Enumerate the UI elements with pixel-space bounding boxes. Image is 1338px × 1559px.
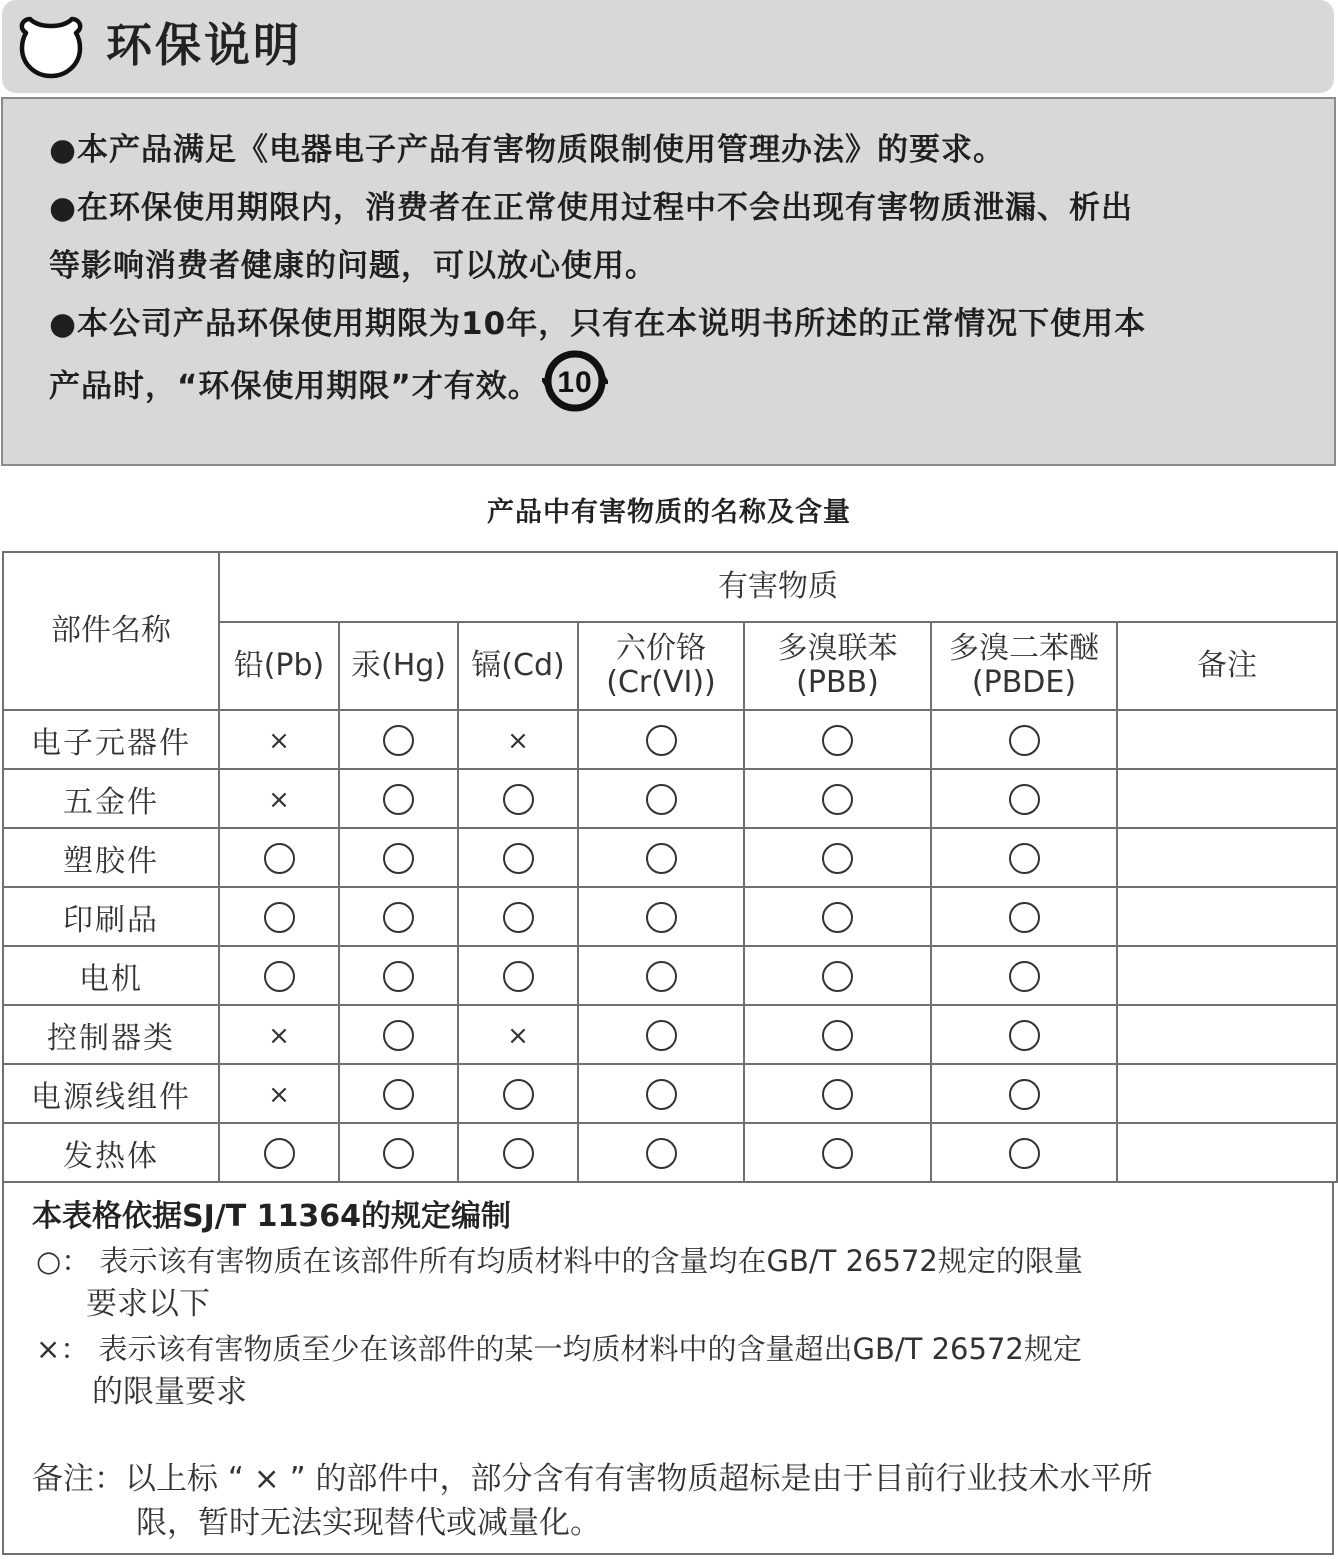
mark-cell: [339, 710, 458, 769]
circle-mark-icon: [264, 1138, 295, 1169]
circle-mark-icon: [822, 725, 853, 756]
mark-cell: [744, 1005, 931, 1064]
footnote-box: [2, 1183, 1334, 1555]
part-name-cell: 控制器类: [3, 1005, 219, 1064]
col-header-pbde-name: 多溴二苯醚: [949, 631, 1099, 666]
notice-line: [49, 362, 608, 414]
circle-mark-icon: [264, 961, 295, 992]
table-row: [3, 1064, 1337, 1123]
table-body: [3, 710, 1337, 1182]
col-header-pbb: [744, 622, 931, 710]
circle-mark-icon: [1009, 1079, 1040, 1110]
cross-legend: ×： 表示该有害物质至少在该部件的某一均质材料中的含量超出GB/T 26572规定: [36, 1332, 1082, 1366]
remark-cell: [1117, 769, 1337, 828]
circle-mark-icon: [646, 902, 677, 933]
circle-mark-icon: [646, 843, 677, 874]
circle-mark-icon: [383, 1020, 414, 1051]
circle-mark-icon: [383, 961, 414, 992]
table-row: [3, 1123, 1337, 1182]
circle-mark-icon: [822, 1020, 853, 1051]
cross-mark-icon: ×: [268, 726, 290, 756]
mark-cell: [219, 828, 339, 887]
circle-mark-icon: [383, 843, 414, 874]
mark-cell: [931, 828, 1117, 887]
mark-cell: [219, 710, 339, 769]
remark-cell: [1117, 887, 1337, 946]
circle-mark-icon: [503, 961, 534, 992]
mark-cell: [931, 1123, 1117, 1182]
circle-mark-icon: [646, 725, 677, 756]
mark-cell: [931, 1064, 1117, 1123]
part-name-cell: 电子元器件: [3, 710, 219, 769]
mark-cell: [931, 946, 1117, 1005]
mark-cell: [339, 887, 458, 946]
notice-line: ●本产品满足《电器电子产品有害物质限制使用管理办法》的要求。: [49, 132, 1006, 168]
part-name-header: 部件名称: [3, 552, 219, 710]
cross-mark-icon: ×: [268, 1021, 290, 1051]
part-name-cell: 发热体: [3, 1123, 219, 1182]
circle-mark-icon: [822, 1079, 853, 1110]
circle-legend-cont: 要求以下: [86, 1286, 210, 1322]
remark-cell: [1117, 710, 1337, 769]
mark-cell: [578, 710, 744, 769]
mark-cell: [578, 946, 744, 1005]
remark-note-cont: 限，暂时无法实现替代或减量化。: [136, 1505, 601, 1541]
part-name-cell: 印刷品: [3, 887, 219, 946]
circle-mark-icon: [1009, 961, 1040, 992]
circle-mark-icon: [822, 1138, 853, 1169]
circle-mark-icon: [1009, 1020, 1040, 1051]
mark-cell: [744, 946, 931, 1005]
remark-cell: [1117, 946, 1337, 1005]
col-header-cr-symbol: (Cr(VI)): [606, 665, 716, 700]
circle-mark-icon: [503, 1079, 534, 1110]
col-header-pbb-symbol: (PBB): [796, 665, 879, 700]
standard-basis-note: 本表格依据SJ/T 11364的规定编制: [32, 1199, 512, 1234]
circle-mark-icon: [822, 902, 853, 933]
circle-mark-icon: [383, 1079, 414, 1110]
table-row: [3, 946, 1337, 1005]
table-row: [3, 1005, 1337, 1064]
remark-note: 备注：以上标 “ × ” 的部件中，部分含有有害物质超标是由于目前行业技术水平所: [32, 1461, 1153, 1497]
table-row: [3, 710, 1337, 769]
mark-cell: [339, 769, 458, 828]
mark-cell: [339, 1064, 458, 1123]
mark-cell: [578, 1064, 744, 1123]
mark-cell: [219, 946, 339, 1005]
circle-mark-icon: [646, 784, 677, 815]
mark-cell: [219, 1123, 339, 1182]
mark-cell: [744, 1064, 931, 1123]
circle-mark-icon: [646, 1079, 677, 1110]
mark-cell: [339, 1123, 458, 1182]
remark-cell: [1117, 828, 1337, 887]
circle-mark-icon: [822, 843, 853, 874]
mark-cell: [219, 1064, 339, 1123]
mark-cell: [744, 828, 931, 887]
part-name-cell: 电机: [3, 946, 219, 1005]
notice-line: 等影响消费者健康的问题，可以放心使用。: [49, 248, 657, 284]
circle-mark-icon: [1009, 902, 1040, 933]
mark-cell: [458, 710, 578, 769]
circle-mark-icon: [264, 902, 295, 933]
cross-mark-icon: ×: [507, 726, 529, 756]
hazard-table: [2, 551, 1338, 1183]
part-name-cell: 塑胶件: [3, 828, 219, 887]
mark-cell: [931, 887, 1117, 946]
epup-10-icon: [542, 348, 608, 414]
mark-cell: [931, 710, 1117, 769]
col-header-pbde-symbol: (PBDE): [971, 665, 1077, 700]
mark-cell: [339, 1005, 458, 1064]
page-title: 环保说明: [106, 18, 302, 72]
mark-cell: [219, 887, 339, 946]
mark-cell: [458, 1005, 578, 1064]
notice-line: ●本公司产品环保使用期限为10年，只有在本说明书所述的正常情况下使用本: [49, 306, 1147, 342]
remark-cell: [1117, 1123, 1337, 1182]
circle-mark-icon: [822, 784, 853, 815]
mark-cell: [458, 1064, 578, 1123]
mark-cell: [931, 769, 1117, 828]
col-header-hg: 汞(Hg): [339, 622, 458, 710]
mark-cell: [458, 887, 578, 946]
mark-cell: [578, 769, 744, 828]
col-header-pb: 铅(Pb): [219, 622, 339, 710]
notice-box: [1, 97, 1336, 466]
mark-cell: [744, 769, 931, 828]
circle-mark-icon: [503, 902, 534, 933]
circle-legend: ○： 表示该有害物质在该部件所有均质材料中的含量均在GB/T 26572规定的限量: [36, 1244, 1083, 1278]
cross-mark-icon: ×: [507, 1021, 529, 1051]
col-header-cd: 镉(Cd): [458, 622, 578, 710]
part-name-cell: 五金件: [3, 769, 219, 828]
table-row: [3, 769, 1337, 828]
mark-cell: [458, 946, 578, 1005]
cross-mark-icon: ×: [268, 1080, 290, 1110]
part-name-cell: 电源线组件: [3, 1064, 219, 1123]
circle-mark-icon: [503, 784, 534, 815]
col-header-remark: 备注: [1117, 622, 1337, 710]
circle-mark-icon: [503, 843, 534, 874]
circle-mark-icon: [1009, 725, 1040, 756]
circle-mark-icon: [1009, 784, 1040, 815]
col-header-pbde: [931, 622, 1117, 710]
notice-text: 产品时，“环保使用期限”才有效。: [49, 368, 540, 405]
circle-mark-icon: [646, 1020, 677, 1051]
circle-mark-icon: [503, 1138, 534, 1169]
mark-cell: [578, 1005, 744, 1064]
circle-mark-icon: [383, 725, 414, 756]
table-row: [3, 828, 1337, 887]
circle-mark-icon: [1009, 843, 1040, 874]
mark-cell: [578, 887, 744, 946]
circle-mark-icon: [383, 902, 414, 933]
cross-legend-cont: 的限量要求: [92, 1374, 247, 1410]
col-header-pbb-name: 多溴联苯: [777, 631, 898, 666]
mark-cell: [578, 1123, 744, 1182]
col-header-cr-name: 六价铬: [616, 631, 706, 666]
circle-mark-icon: [646, 1138, 677, 1169]
mark-cell: [219, 1005, 339, 1064]
mark-cell: [458, 1123, 578, 1182]
circle-mark-icon: [383, 784, 414, 815]
circle-mark-icon: [264, 843, 295, 874]
mark-cell: [339, 946, 458, 1005]
mark-cell: [744, 710, 931, 769]
cross-mark-icon: ×: [268, 785, 290, 815]
circle-mark-icon: [646, 961, 677, 992]
mark-cell: [744, 887, 931, 946]
circle-mark-icon: [822, 961, 853, 992]
circle-mark-icon: [383, 1138, 414, 1169]
notice-line: ●在环保使用期限内，消费者在正常使用过程中不会出现有害物质泄漏、析出: [49, 190, 1134, 226]
table-title: 产品中有害物质的名称及含量: [487, 497, 851, 528]
substance-group-header: 有害物质: [219, 552, 1337, 622]
table-row: [3, 887, 1337, 946]
mark-cell: [219, 769, 339, 828]
bear-head-icon: [18, 14, 84, 80]
circle-mark-icon: [1009, 1138, 1040, 1169]
epup-label: 10: [557, 366, 593, 399]
mark-cell: [339, 828, 458, 887]
remark-cell: [1117, 1005, 1337, 1064]
mark-cell: [931, 1005, 1117, 1064]
mark-cell: [578, 828, 744, 887]
mark-cell: [744, 1123, 931, 1182]
col-header-cr: [578, 622, 744, 710]
remark-cell: [1117, 1064, 1337, 1123]
mark-cell: [458, 828, 578, 887]
header-bar: [2, 0, 1334, 93]
mark-cell: [458, 769, 578, 828]
